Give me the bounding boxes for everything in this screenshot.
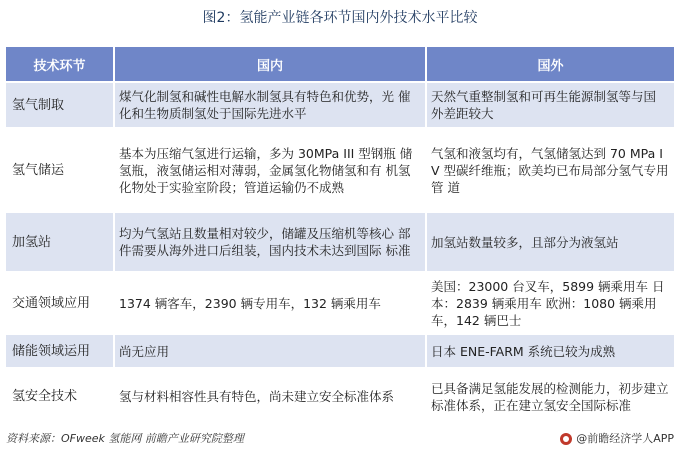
header-foreign: 国外: [426, 47, 674, 82]
table-row: [6, 82, 674, 128]
segment-cell: 加氢站: [6, 212, 114, 272]
header-segment: 技术环节: [6, 47, 114, 82]
domestic-cell: 基本为压缩气氢进行运输，多为 30MPa III 型钢瓶 储氢瓶，液氢储运相对薄弱，金属氢化物储氢和有 机氢化物处于实验室阶段；管道运输仍不成熟: [114, 128, 426, 212]
table-row: [6, 368, 674, 424]
foreign-cell: 美国：23000 台叉车，5899 辆乘用车 日本：2839 辆乘用车 欧洲：1080 辆乘用车，142 辆巴士: [426, 272, 674, 334]
foreign-cell: 加氢站数量较多，且部分为液氢站: [426, 212, 674, 272]
segment-cell: 氢气制取: [6, 82, 114, 128]
foreign-cell: 气氢和液氢均有，气氢储氢达到 70 MPa IV 型碳纤维瓶；欧美均已布局部分氢气专用管 道: [426, 128, 674, 212]
brand-credit: [560, 428, 674, 450]
domestic-cell: 氢与材料相容性具有特色，尚未建立安全标准体系: [114, 368, 426, 424]
table-row: [6, 334, 674, 368]
foreign-cell: 已具备满足氢能发展的检测能力，初步建立 标准体系，正在建立氢安全国际标准: [426, 368, 674, 424]
header-domestic: 国内: [114, 47, 426, 82]
figure-title: 图2：氢能产业链各环节国内外技术水平比较: [202, 10, 478, 26]
source-note: 资料来源：OFweek 氢能网 前瞻产业研究院整理: [6, 432, 244, 445]
comparison-table: [6, 47, 674, 424]
table-row: [6, 128, 674, 212]
domestic-cell: 1374 辆客车，2390 辆专用车，132 辆乘用车: [114, 272, 426, 334]
table-row: [6, 212, 674, 272]
footer: [6, 428, 674, 450]
table-header-row: [6, 47, 674, 82]
brand-logo-icon: [560, 433, 572, 445]
domestic-cell: 尚无应用: [114, 334, 426, 368]
table-row: [6, 272, 674, 334]
segment-cell: 储能领域运用: [6, 334, 114, 368]
segment-cell: 交通领域应用: [6, 272, 114, 334]
foreign-cell: 天然气重整制氢和可再生能源制氢等与国 外差距较大: [426, 82, 674, 128]
segment-cell: 氢气储运: [6, 128, 114, 212]
foreign-cell: 日本 ENE-FARM 系统已较为成熟: [426, 334, 674, 368]
brand-label: @前瞻经济学人APP: [576, 432, 674, 445]
domestic-cell: 均为气氢站且数量相对较少，储罐及压缩机等核心 部件需要从海外进口后组装，国内技术未达到国际 标准: [114, 212, 426, 272]
segment-cell: 氢安全技术: [6, 368, 114, 424]
domestic-cell: 煤气化制氢和碱性电解水制氢具有特色和优势，光 催化和生物质制氢处于国际先进水平: [114, 82, 426, 128]
